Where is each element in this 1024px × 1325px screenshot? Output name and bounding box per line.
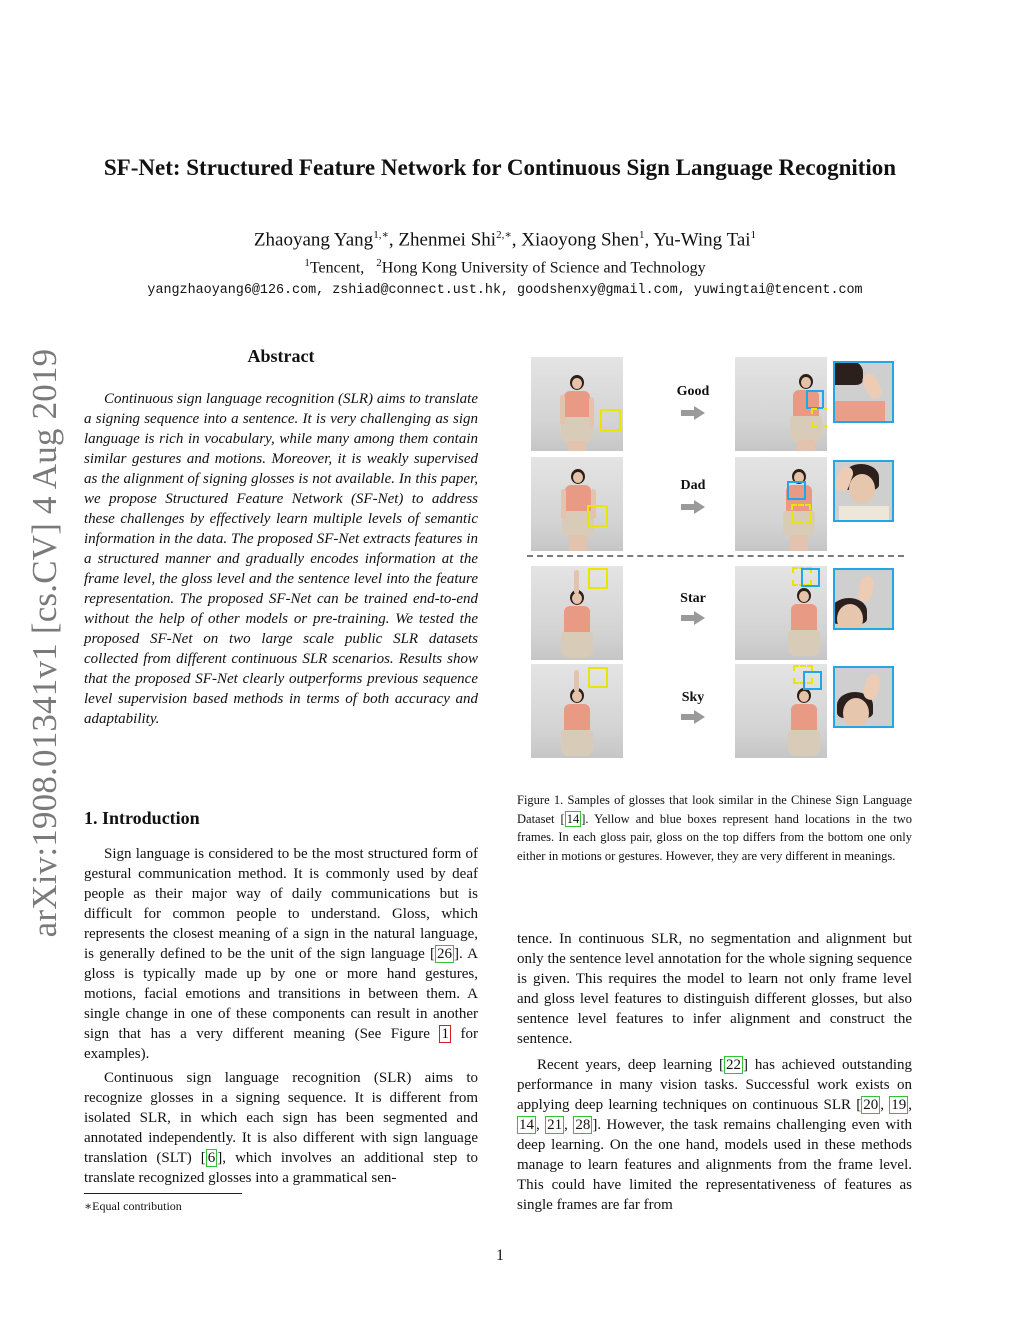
affiliation-sup: 2: [376, 257, 382, 269]
gloss-label: Dad: [680, 478, 706, 493]
citation-link[interactable]: 22: [726, 1057, 742, 1073]
hand-box-blue: [806, 390, 824, 409]
hand-box-yellow: [600, 409, 621, 431]
right-column-body: [517, 929, 912, 1215]
body-paragraph: Recent years, deep learning [ 22 ] has achieved outstanding performance in many vision tasks. Successful work exists on applying deep learning techniques on continuous SLR [ 20 , 19 , 14 , 21 , 28 ]. However, the task remains challenging even with deep learning. On the one hand, models used in these methods manage to learn features and alignments from the frame level. This could have limited the representativeness of features as single frames are far from: [517, 1057, 913, 1213]
hand-box-blue: [803, 671, 822, 690]
intro-paragraph: [84, 844, 478, 1064]
figure-1: [527, 354, 904, 756]
text-run: ]. Yellow and blue boxes represent hand locations in the two frames. In each gloss pair, gloss on the top differs from the bottom one only either in motions or gestures. However, they are very different in meanings.: [517, 811, 912, 863]
citation-link[interactable]: 14: [566, 811, 580, 826]
affiliation-line: [0, 257, 1010, 277]
text-run: ] has achieved outstanding performance in many vision tasks. Successful work exists on applying deep learning techniques on continuous SLR [: [517, 1057, 912, 1113]
figure-link[interactable]: 1: [441, 1026, 449, 1042]
intro-heading: 1. Introduction: [84, 808, 200, 828]
text-run: for examples).: [84, 1026, 478, 1062]
citation-link[interactable]: 21: [547, 1117, 563, 1133]
hand-zoom-inset: [833, 568, 894, 630]
hand-box-blue: [801, 568, 820, 587]
citation-link[interactable]: 26: [437, 946, 452, 962]
footnote: ∗Equal contribution: [84, 1199, 182, 1213]
video-frame: [735, 357, 827, 451]
hand-box-yellow: [588, 568, 608, 589]
author-sep: ,: [644, 229, 654, 251]
text-run: Continuous sign language recognition (SLR) aims to recognize glosses in a signing sequence. It is different from isolated SLR, in which each sign has been segmented and annotated independently. It is also different with sign language translation (SLT) [: [84, 1070, 478, 1166]
author-name: Zhenmei Shi: [398, 229, 497, 251]
hand-box-yellow-dashed: [791, 504, 811, 524]
hand-zoom-inset: [833, 460, 894, 522]
video-frame: [531, 566, 623, 660]
video-frame: [735, 664, 827, 758]
paper-title: SF-Net: Structured Feature Network for Continuous Sign Language Recognition: [103, 155, 897, 180]
author-name: Yu-Wing Tai: [653, 229, 751, 251]
arrow-icon: [681, 406, 705, 420]
author-emails: yangzhaoyang6@126.com, zshiad@connect.ust.hk, goodshenxy@gmail.com, yuwingtai@tencent.com: [147, 283, 863, 298]
author-sup: 1,∗: [373, 229, 389, 241]
author-sup: 1: [638, 229, 645, 241]
gloss-label: Good: [676, 384, 710, 399]
text-run: Sign language is considered to be the most structured form of gestural communication method. It is commonly used by deaf people as their major way of daily communications but is difficult for common people to understand. Gloss, which represents the closest meaning of a sign in the natural language, is generally defined to be the unit of the sign language [: [84, 846, 478, 962]
citation-link[interactable]: 28: [575, 1117, 591, 1133]
video-frame: [531, 357, 623, 451]
hand-zoom-inset: [833, 361, 894, 423]
text-run: ]. However, the task remains challenging even with deep learning. On the one hand, models used in these methods manage to learn features and alignments from the frame level. This could have limited the representativeness of features as single frames are far from: [517, 1117, 913, 1213]
arrow-icon: [681, 611, 705, 625]
affiliation-name: Hong Kong University of Science and Technology: [381, 259, 706, 277]
intro-paragraph: [84, 1068, 478, 1188]
author-sup: 1: [750, 229, 757, 241]
text-run: Recent years, deep learning [: [537, 1057, 725, 1073]
abstract-text: Continuous sign language recognition (SLR) aims to translate a signing sequence into a sentence. It is very challenging as sign language is rich in vocabulary, while many among them contain similar gestures and motions. Moreover, it is weakly supervised as the alignment of signing glosses is not available. In this paper, we propose Structured Feature Network (SF-Net) to address these challenges by effectively learn multiple levels of semantic information in the data. The proposed SF-Net extracts features in a structured manner and gradually encodes information at the frame level, the gloss level and the sentence level into the feature representation. The proposed SF-Net can be trained end-to-end without the help of other models or pre-training. We tested the proposed SF-Net on two large scale public SLR datasets collected from different continuous SLR scenarios. Results show that the proposed SF-Net clearly outperforms previous sequence level supervision based methods in terms of both accuracy and adaptability.: [84, 391, 478, 727]
author-sup: 2,∗: [496, 229, 512, 241]
author-sep: ,: [388, 229, 399, 251]
arxiv-stamp-text: arXiv:1908.01341v1 [cs.CV] 4 Aug 2019: [25, 348, 64, 937]
arrow-icon: [681, 710, 705, 724]
citation-link[interactable]: 6: [207, 1150, 216, 1166]
hand-zoom-inset: [833, 666, 894, 728]
abstract-heading: Abstract: [247, 346, 315, 366]
text-run: ]. A gloss is typically made up by one or more hand gestures, motions, facial emotions and transitions in between them. A single change in one of these components can result in another sign that has a very different meaning (See Figure: [84, 946, 479, 1042]
abstract-body: [84, 389, 478, 729]
page-number: 1: [496, 1247, 504, 1264]
gloss-label: Sky: [681, 690, 705, 705]
video-frame: [735, 566, 827, 660]
hand-box-yellow: [587, 505, 608, 527]
video-frame: [531, 664, 623, 758]
author-line: [0, 228, 1010, 251]
figure-divider: [527, 555, 904, 557]
author-sep: ,: [511, 229, 522, 251]
hand-box-yellow: [588, 667, 608, 688]
video-frame: [531, 457, 623, 551]
author-name: Zhaoyang Yang: [253, 229, 374, 251]
arxiv-stamp: [20, 348, 70, 937]
affiliation-name: Tencent,: [309, 259, 365, 277]
gloss-label: Star: [680, 591, 706, 606]
figure-caption: [517, 791, 912, 865]
hand-box-blue: [787, 481, 806, 500]
citation-link[interactable]: 20: [863, 1097, 879, 1113]
footnote-rule: [84, 1193, 242, 1194]
citation-link[interactable]: 19: [891, 1097, 907, 1113]
author-name: Xiaoyong Shen: [521, 229, 639, 251]
hand-box-yellow-dashed: [811, 408, 827, 427]
intro-body: [84, 844, 478, 1188]
body-paragraph: tence. In continuous SLR, no segmentation and alignment but only the sentence level annotation for the whole signing sequence is given. This requires the model to learn not only frame level and gloss level features to distinguish different glosses, but also sentence level features to infer alignment and construct the sentence.: [517, 931, 912, 1047]
text-run: Figure 1. Samples of glosses that look similar in the Chinese Sign Language Dataset [: [517, 793, 912, 826]
citation-link[interactable]: 14: [519, 1117, 534, 1133]
video-frame: [735, 457, 827, 551]
arrow-icon: [681, 500, 705, 514]
affiliation-sup: 1: [304, 257, 310, 269]
text-run: ], which involves an additional step to translate recognized glosses into a grammatical sen-: [84, 1150, 478, 1186]
